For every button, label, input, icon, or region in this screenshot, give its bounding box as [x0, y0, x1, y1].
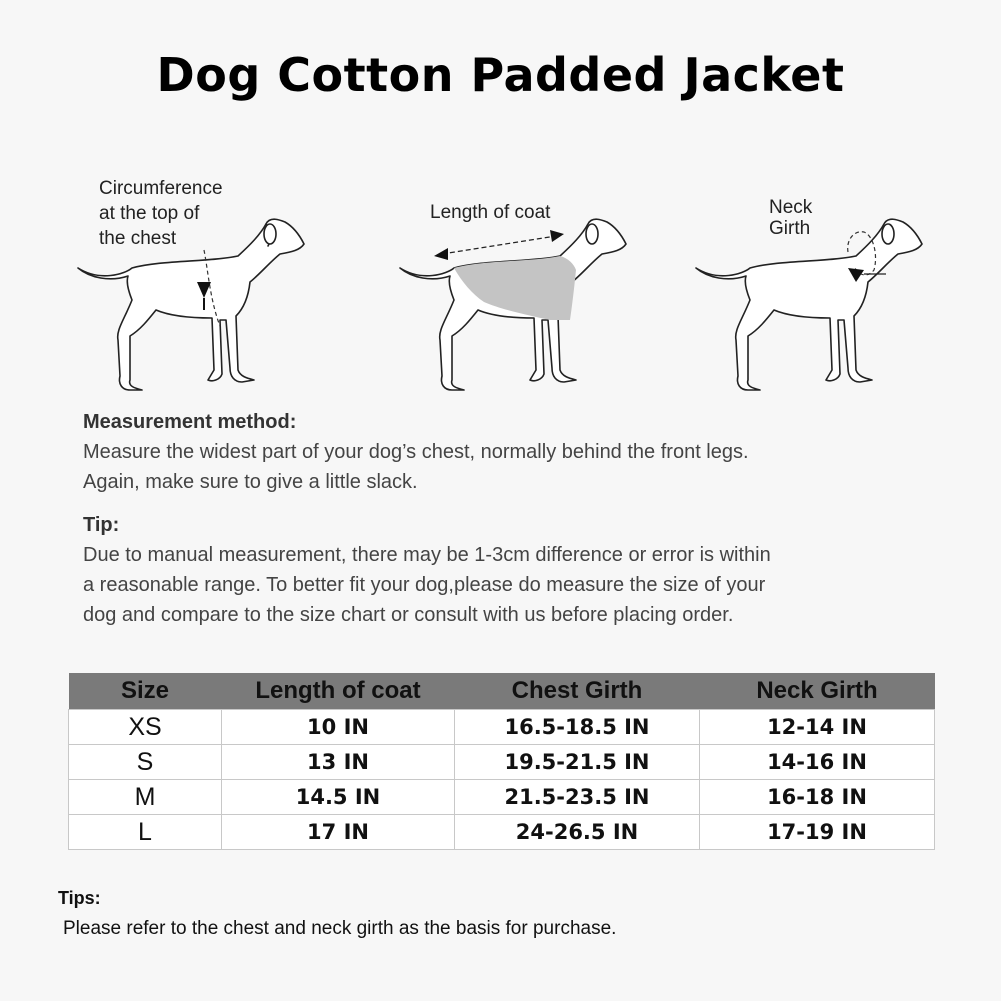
table-row: [69, 815, 935, 850]
diagram-chest: [70, 170, 370, 400]
length-cell: 17 IN: [222, 815, 455, 850]
page-title: Dog Cotton Padded Jacket: [156, 48, 845, 102]
size-cell: L: [69, 815, 222, 850]
dog-chest-measure-icon: [70, 170, 370, 400]
measurement-text: Measure the widest part of your dog’s chest, normally behind the front legs. Again, make sure to give a little slack.: [83, 441, 749, 493]
table-row: [69, 710, 935, 745]
table-row: [69, 780, 935, 815]
tips-text: Please refer to the chest and neck girth as the basis for purchase.: [63, 918, 617, 939]
size-cell: XS: [69, 710, 222, 745]
header-neck: Neck Girth: [700, 673, 935, 710]
neck-cell: 16-18 IN: [700, 780, 935, 815]
dog-neck-measure-icon: [688, 170, 988, 400]
chest-cell: 21.5-23.5 IN: [455, 780, 700, 815]
header-size: Size: [69, 673, 222, 710]
tip-text: Due to manual measurement, there may be 1-3cm difference or error is within a reasonable range. To better fit your dog,please do measure the size of your dog and compare to the size chart or consult with us before placing order.: [83, 544, 771, 626]
diagram-neck: [688, 170, 988, 400]
length-cell: 14.5 IN: [222, 780, 455, 815]
length-cell: 10 IN: [222, 710, 455, 745]
neck-cell: 12-14 IN: [700, 710, 935, 745]
diagram-coat-length: [392, 170, 692, 400]
tips-heading: Tips:: [58, 888, 101, 908]
measurement-heading: Measurement method:: [83, 411, 297, 433]
size-cell: S: [69, 745, 222, 780]
length-cell: 13 IN: [222, 745, 455, 780]
table-row: [69, 745, 935, 780]
size-chart-table: [68, 673, 935, 850]
diagram-coat-length-label: Length of coat: [430, 202, 551, 223]
dog-coat-length-icon: [392, 170, 692, 400]
chest-cell: 16.5-18.5 IN: [455, 710, 700, 745]
table-header-row: [69, 673, 935, 710]
tip-heading: Tip:: [83, 514, 120, 536]
size-cell: M: [69, 780, 222, 815]
diagram-neck-label: Neck Girth: [769, 197, 813, 239]
neck-cell: 14-16 IN: [700, 745, 935, 780]
header-chest: Chest Girth: [455, 673, 700, 710]
chest-cell: 19.5-21.5 IN: [455, 745, 700, 780]
diagram-chest-label: Circumference at the top of the chest: [99, 178, 223, 249]
chest-cell: 24-26.5 IN: [455, 815, 700, 850]
header-length: Length of coat: [222, 673, 455, 710]
neck-cell: 17-19 IN: [700, 815, 935, 850]
